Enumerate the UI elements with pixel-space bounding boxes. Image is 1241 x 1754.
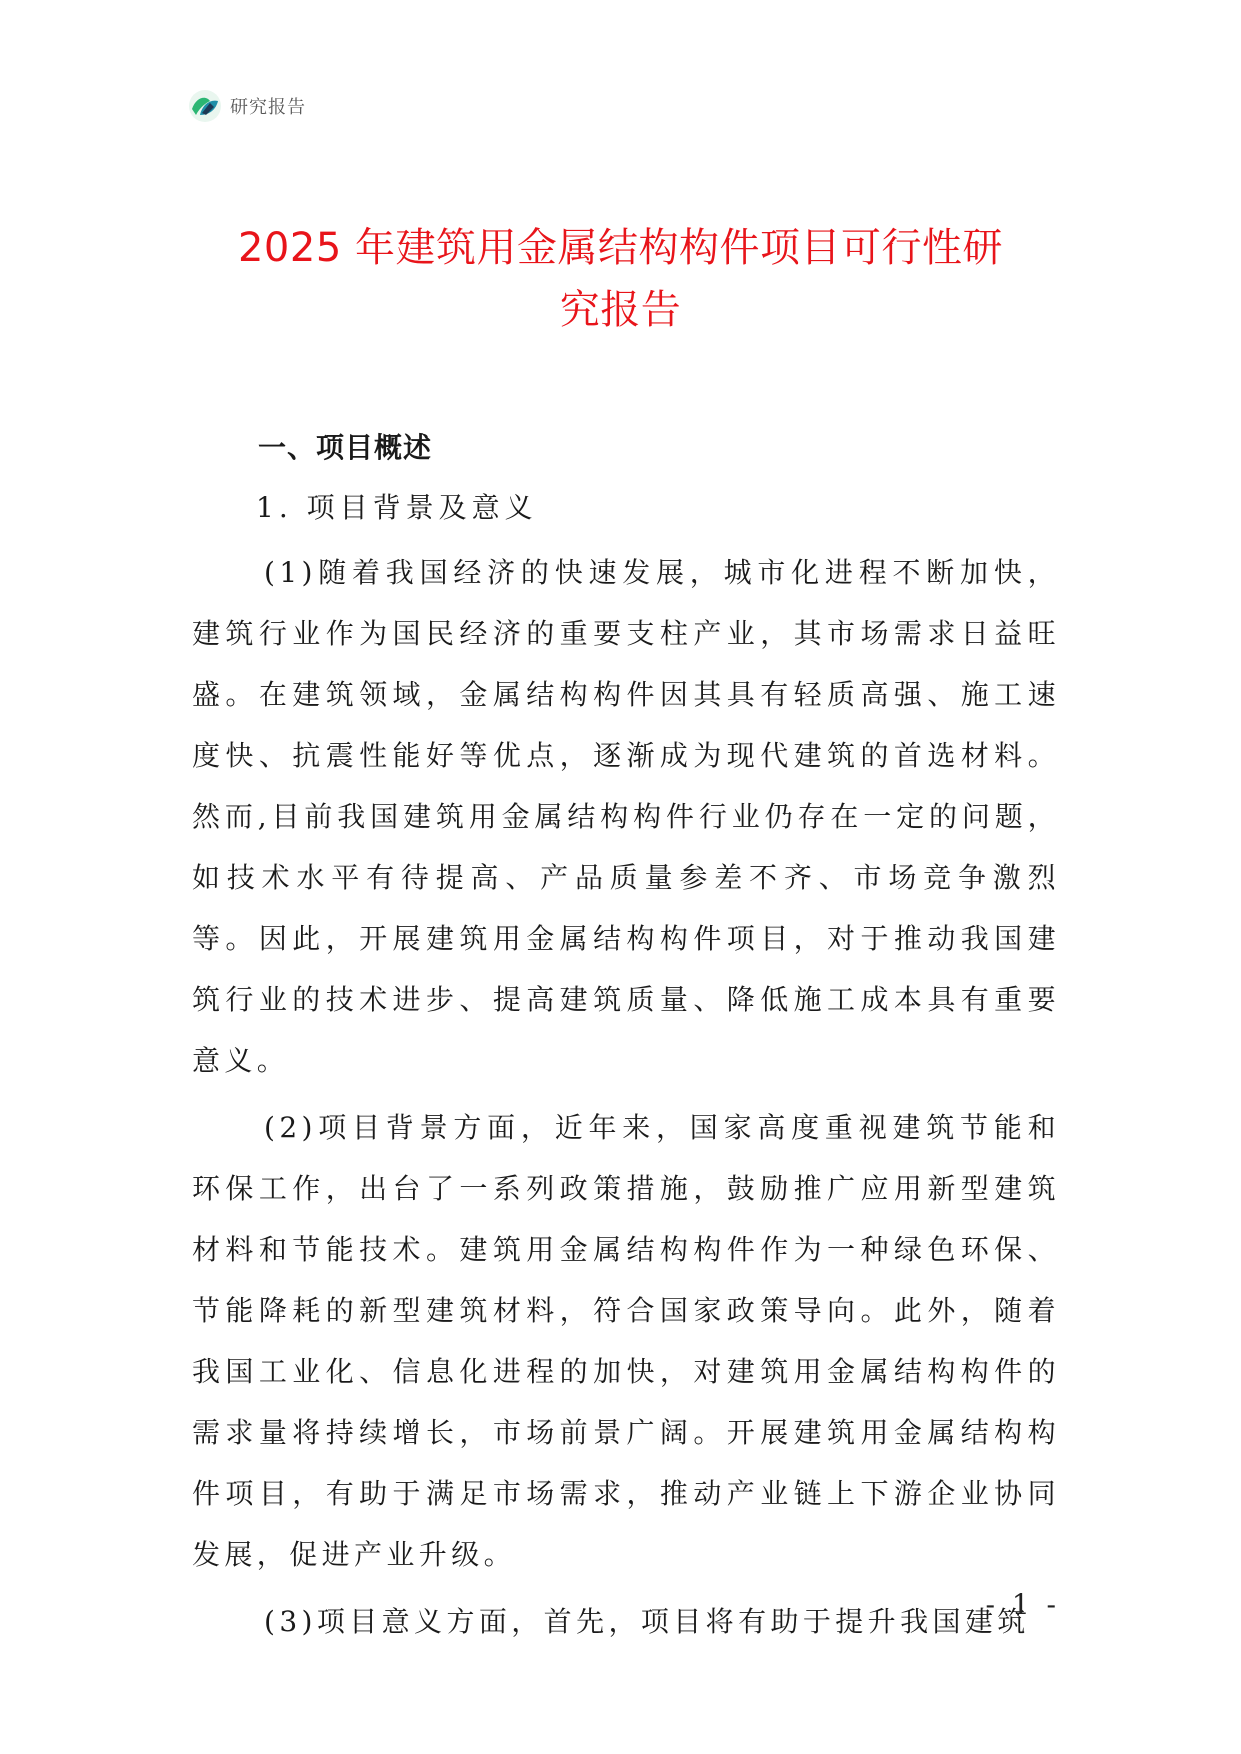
section-heading: 一、项目概述 (258, 431, 433, 464)
header-label: 研究报告 (230, 97, 306, 118)
section-subheading: 1. 项目背景及意义 (256, 491, 538, 524)
page-number: - 1 - (985, 1588, 1060, 1621)
document-title-line-1: 2025 年建筑用金属结构构件项目可行性研 (237, 225, 1003, 271)
paragraph-1: (1)随着我国经济的快速发展，城市化进程不断加快，建筑行业作为国民经济的重要支柱产业，其市场需求日益旺盛。在建筑领域，金属结构构件因其具有轻质高强、施工速度快、抗震性能好等优点，逐渐成为现代建筑的首选材料。然而,目前我国建筑用金属结构构件行业仍存在一定的问题，如技术水平有待提高、产品质量参差不齐、市场竞争激烈等。因此，开展建筑用金属结构构件项目，对于推动我国建筑行业的技术进步、提高建筑质量、降低施工成本具有重要意义。 (192, 556, 1060, 1077)
document-header (188, 88, 306, 124)
leaf-logo-icon (188, 89, 222, 123)
paragraph-2: (2)项目背景方面，近年来，国家高度重视建筑节能和环保工作，出台了一系列政策措施，鼓励推广应用新型建筑材料和节能技术。建筑用金属结构构件作为一种绿色环保、节能降耗的新型建筑材料，符合国家政策导向。此外，随着我国工业化、信息化进程的加快，对建筑用金属结构构件的需求量将持续增长，市场前景广阔。开展建筑用金属结构构件项目，有助于满足市场需求，推动产业链上下游企业协同发展，促进产业升级。 (192, 1111, 1060, 1571)
paragraph-3: (3)项目意义方面，首先，项目将有助于提升我国建筑 (264, 1605, 1030, 1638)
document-title-line-2: 究报告 (559, 287, 682, 333)
document-body (192, 420, 1060, 1658)
